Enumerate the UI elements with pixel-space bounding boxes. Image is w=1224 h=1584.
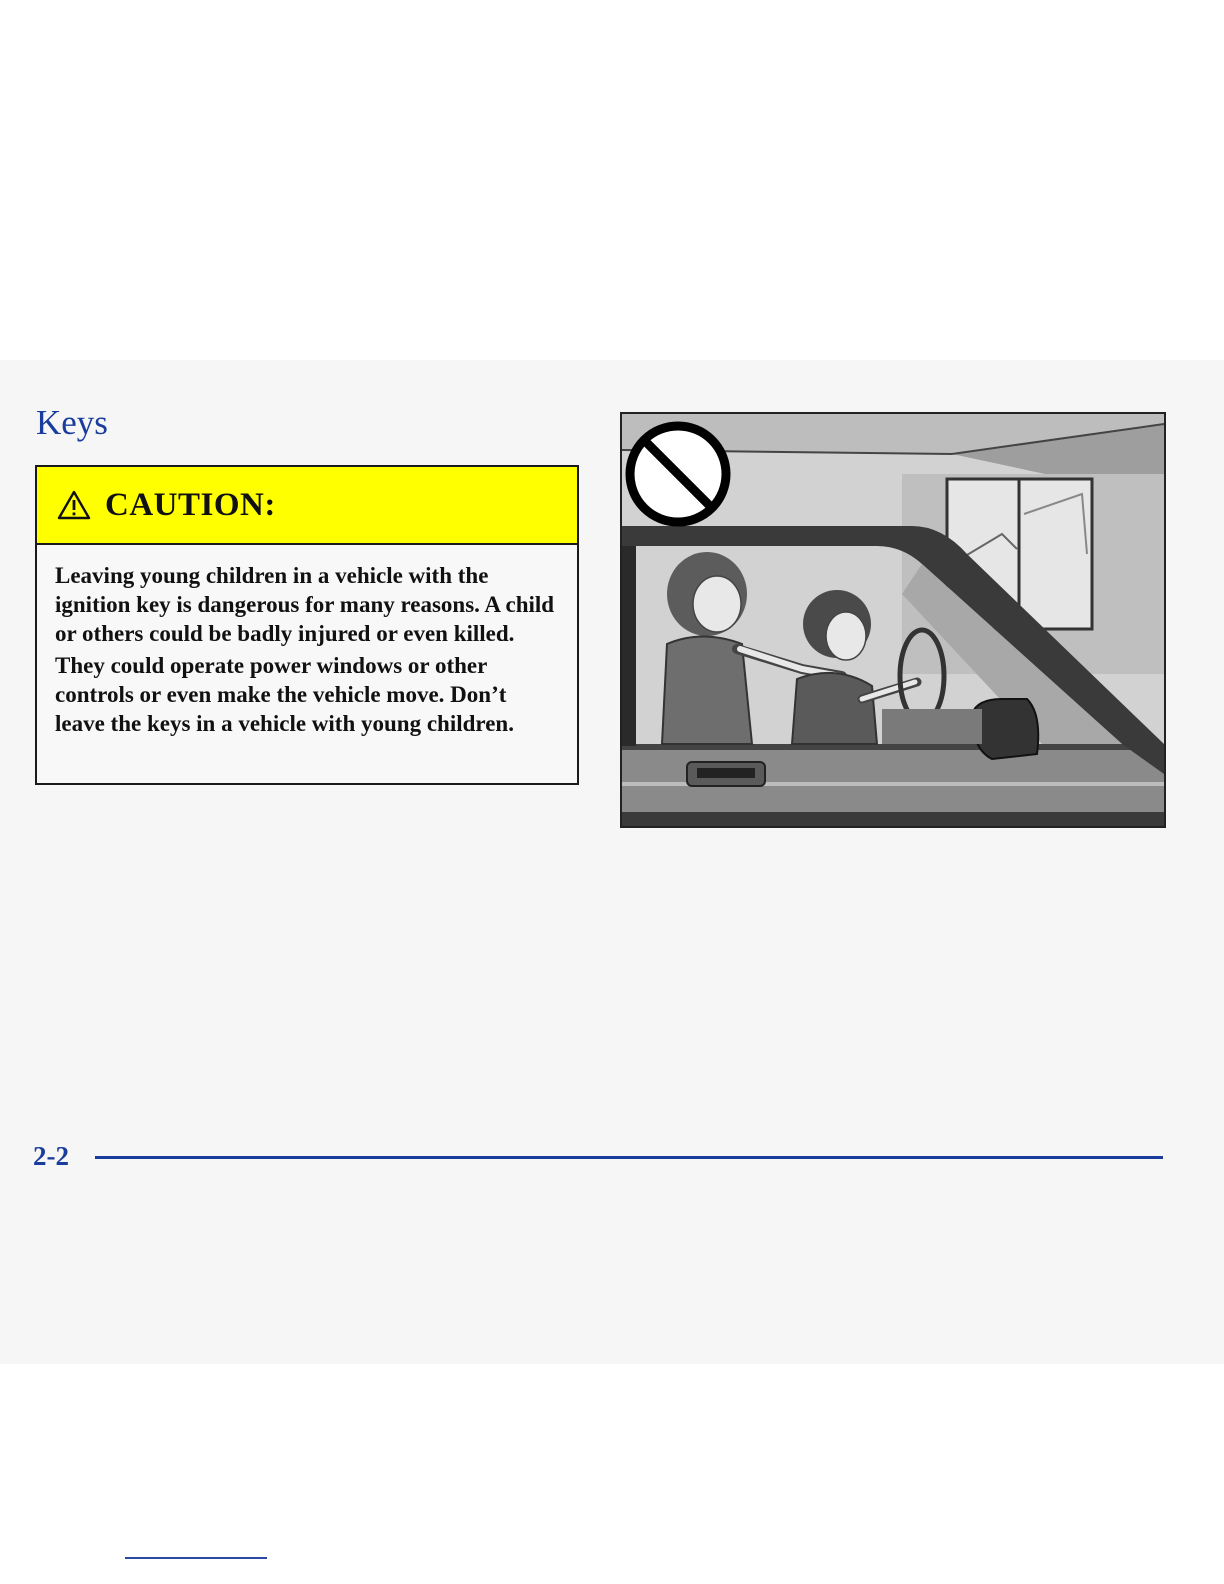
caution-paragraph: Leaving young children in a vehicle with the ignition key is dangerous for many reasons. A child or others could be badly injured or even killed. — [55, 563, 555, 646]
caution-box — [35, 465, 579, 785]
bottom-rule — [125, 1557, 267, 1559]
warning-triangle-icon — [57, 490, 91, 520]
caution-label: CAUTION: — [105, 486, 276, 523]
caution-body — [37, 545, 577, 738]
section-title: Keys — [36, 403, 108, 442]
caution-paragraph: They could operate power windows or other controls or even make the vehicle move. Don’t leave the keys in a vehicle with young children. — [55, 653, 514, 736]
footer-rule — [95, 1156, 1163, 1159]
page-number: 2-2 — [33, 1141, 69, 1171]
children-in-car-illustration — [620, 412, 1166, 828]
caution-header — [37, 467, 577, 545]
prohibition-icon — [630, 426, 726, 522]
